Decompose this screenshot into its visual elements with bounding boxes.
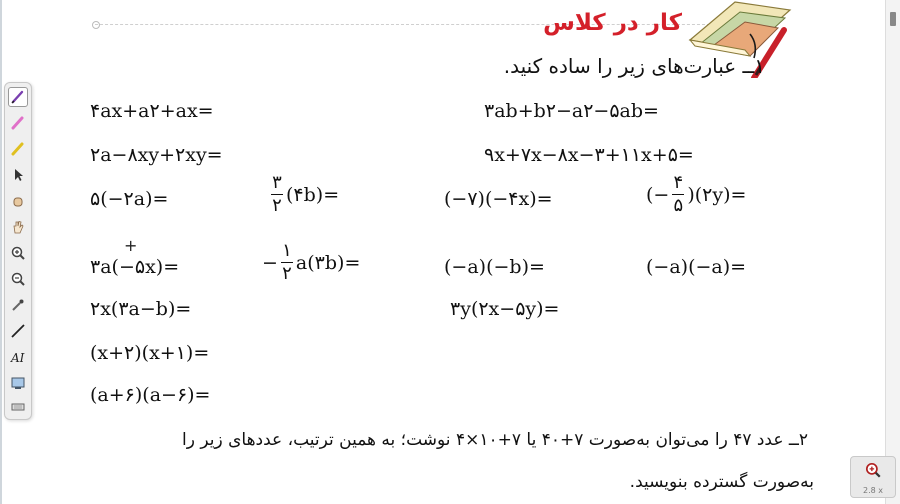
marker-icon xyxy=(10,141,26,157)
expr-r4-c4: (−a)(−a)= xyxy=(646,256,747,278)
expr-r1-left: ۴ax+a۲+ax= xyxy=(90,100,214,122)
fraction-numerator: ۳ xyxy=(272,172,282,193)
zoom-out-icon xyxy=(10,271,26,287)
expr-r3-c2 xyxy=(268,174,339,215)
svg-text:AI: AI xyxy=(11,351,25,365)
q2-line2: به‌صورت گسترده بنویسید. xyxy=(629,472,814,492)
expr-tail: )(۲y)= xyxy=(687,183,747,206)
highlighter-yellow-tool[interactable] xyxy=(8,139,28,159)
fraction-numerator: ۱ xyxy=(282,240,292,261)
expr-r5-c1: ۲x(۳a−b)= xyxy=(90,298,192,320)
eyedropper-tool[interactable] xyxy=(8,295,28,315)
text-a-icon xyxy=(10,349,26,365)
select-tool[interactable] xyxy=(8,165,28,185)
zoom-level-label: 2.8 x xyxy=(863,486,883,495)
expr-r3-c3: (−۷)(−۴x)= xyxy=(444,188,553,210)
magnifier-icon xyxy=(864,461,882,479)
fraction-denominator: ۵ xyxy=(673,195,684,216)
text-tool[interactable] xyxy=(8,347,28,367)
crosshair-cursor-icon: + xyxy=(124,236,138,255)
fraction xyxy=(271,174,283,215)
zoom-out-tool[interactable] xyxy=(8,269,28,289)
q2-line1: ۲ــ عدد ۴۷ را می‌توان به‌صورت ۷+۴۰ یا ۷+۱۰×۴ نوشت؛ به همین ترتیب، عددهای زیر را xyxy=(182,430,808,450)
expr-r1-right: ۳ab+b۲−a۲−۵ab= xyxy=(484,100,659,122)
screen-tool[interactable] xyxy=(8,373,28,393)
expr-tail: (۴b)= xyxy=(286,183,340,206)
right-scrollbar[interactable] xyxy=(885,0,900,504)
expr-r4-c1: ۳a(−۵x)= xyxy=(90,256,180,278)
expr-r6-c1: (x+۲)(x+۱)= xyxy=(90,342,210,364)
arrow-cursor-icon xyxy=(10,167,26,183)
grab-tool[interactable] xyxy=(8,191,28,211)
expr-r4-c3: (−a)(−b)= xyxy=(444,256,545,278)
section-title: کار در کلاس xyxy=(543,10,682,36)
line-icon xyxy=(10,323,26,339)
screen-icon xyxy=(10,375,26,391)
fraction-denominator: ۲ xyxy=(272,195,282,216)
expr-r7-c1: (a+۶)(a−۶)= xyxy=(90,384,211,406)
highlighter-pink-tool[interactable] xyxy=(8,113,28,133)
zoom-in-tool[interactable] xyxy=(8,243,28,263)
scroll-thumb[interactable] xyxy=(890,12,896,26)
hand-icon xyxy=(10,219,26,235)
expr-r4-c2 xyxy=(262,242,360,283)
eyedropper-icon xyxy=(10,297,26,313)
expr-head: − xyxy=(262,251,278,274)
line-tool[interactable] xyxy=(8,321,28,341)
zoom-in-icon xyxy=(10,245,26,261)
expr-r2-right: ۹x+۷x−۸x−۳+۱۱x+۵= xyxy=(484,144,694,166)
expr-tail: a(۳b)= xyxy=(295,251,361,274)
highlighter-icon xyxy=(10,115,26,131)
fraction xyxy=(281,242,293,283)
pan-tool[interactable] xyxy=(8,217,28,237)
pen-icon xyxy=(10,89,26,105)
q1-prompt: ۱ــ عبارت‌های زیر را ساده کنید. xyxy=(503,54,765,78)
hand-grab-icon xyxy=(10,193,26,209)
expr-r5-c2: ۳y(۲x−۵y)= xyxy=(450,298,560,320)
left-edge xyxy=(0,0,2,504)
fraction-numerator: ۴ xyxy=(673,172,684,193)
keyboard-tool[interactable] xyxy=(8,397,28,417)
keyboard-icon xyxy=(10,399,26,415)
guide-dot xyxy=(92,21,100,29)
pen-tool[interactable] xyxy=(8,87,28,107)
expr-r3-c4 xyxy=(646,174,746,215)
fraction-denominator: ۲ xyxy=(282,263,292,284)
fraction xyxy=(672,174,684,215)
expr-r3-c1: ۵(−۲a)= xyxy=(90,188,169,210)
expr-r2-left: ۲a−۸xy+۲xy= xyxy=(90,144,223,166)
expr-head: (− xyxy=(646,183,670,206)
drawing-toolbar xyxy=(4,82,32,420)
zoom-level-button[interactable] xyxy=(850,456,896,498)
